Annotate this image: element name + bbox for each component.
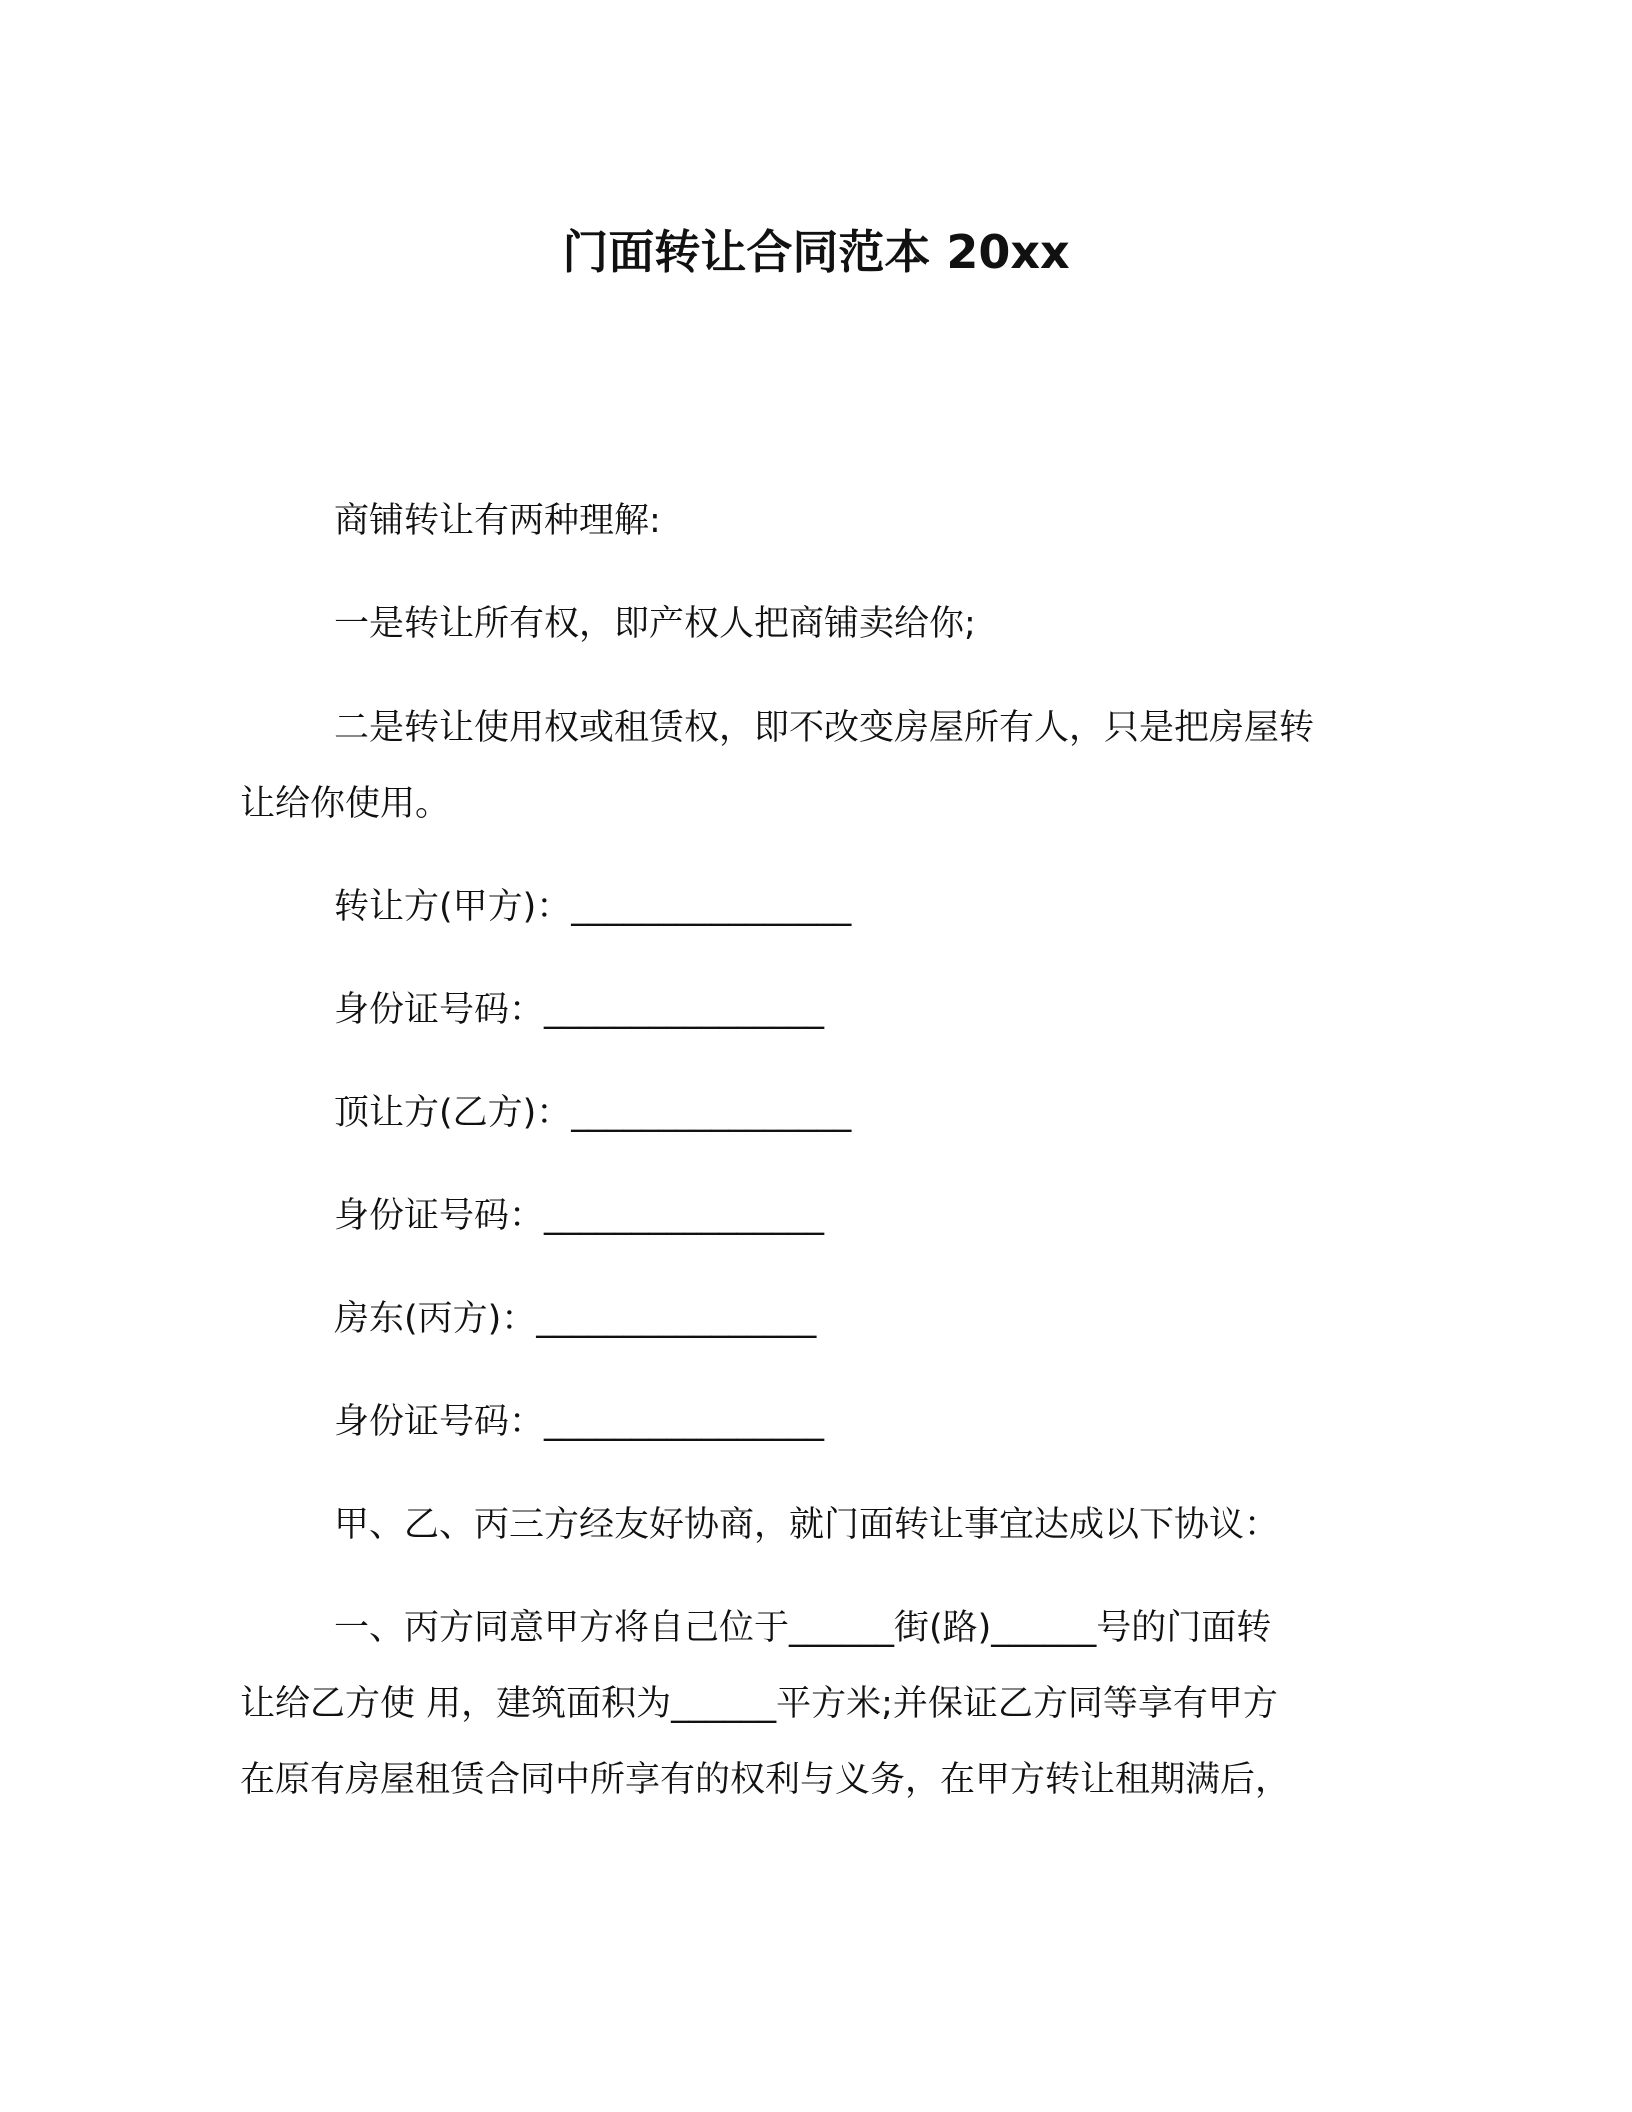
paragraph-usage-line-2: 让给你使用。 — [240, 784, 451, 824]
paragraph-ownership: 一是转让所有权，即产权人把商铺卖给你; — [334, 604, 976, 644]
document-title: 门面转让合同范本 20xx — [562, 225, 1070, 279]
field-transferee-id: 身份证号码：________________ — [334, 1196, 825, 1236]
field-transferee: 顶让方(乙方)：________________ — [334, 1093, 852, 1133]
clause-1-line-1: 一、丙方同意甲方将自己位于______街(路)______号的门面转 — [334, 1608, 1272, 1648]
paragraph-agreement: 甲、乙、丙三方经友好协商，就门面转让事宜达成以下协议： — [334, 1505, 1280, 1545]
paragraph-intro: 商铺转让有两种理解: — [334, 501, 661, 541]
field-transferor-id: 身份证号码：________________ — [334, 990, 825, 1030]
clause-1-line-3: 在原有房屋租赁合同中所享有的权利与义务，在甲方转让租期满后， — [240, 1760, 1291, 1800]
field-landlord-id: 身份证号码：________________ — [334, 1402, 825, 1442]
field-transferor: 转让方(甲方)：________________ — [334, 887, 852, 927]
field-landlord: 房东(丙方)：________________ — [334, 1299, 817, 1339]
clause-1-line-2: 让给乙方使 用，建筑面积为______平方米;并保证乙方同等享有甲方 — [240, 1684, 1278, 1724]
paragraph-usage-line-1: 二是转让使用权或租赁权，即不改变房屋所有人，只是把房屋转 — [334, 708, 1315, 748]
